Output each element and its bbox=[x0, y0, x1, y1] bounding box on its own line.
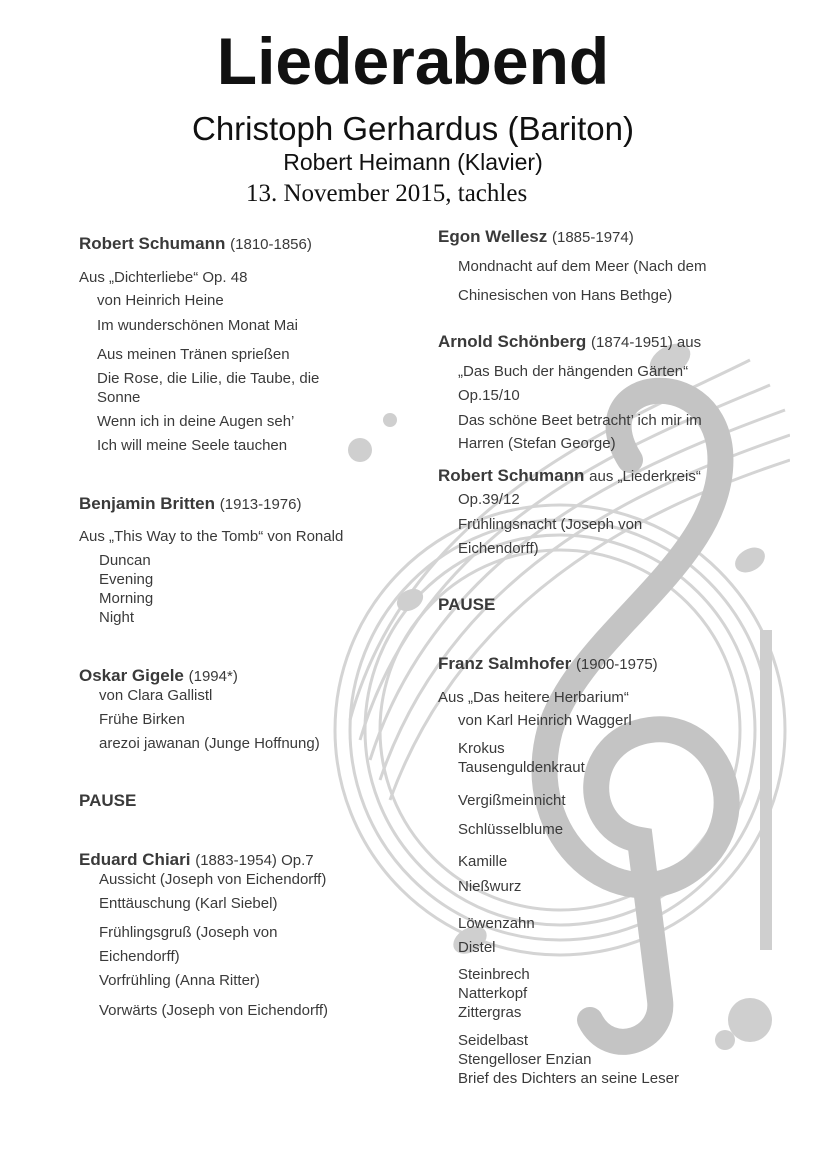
song-line: Aus meinen Tränen sprießen bbox=[97, 346, 290, 363]
song-line: Brief des Dichters an seine Leser bbox=[458, 1070, 679, 1087]
song-line: Op.15/10 bbox=[458, 387, 520, 404]
composer-wellesz bbox=[438, 227, 634, 247]
song-line: Frühlingsgruß (Joseph von bbox=[99, 924, 278, 941]
song-line: Ich will meine Seele tauchen bbox=[97, 437, 288, 454]
composer-name: Oskar Gigele bbox=[79, 666, 184, 685]
song-line: Seidelbast bbox=[458, 1032, 529, 1049]
song-line: Duncan bbox=[99, 552, 151, 569]
composer-dates: (1810-1856) bbox=[230, 236, 312, 253]
song-line: Zittergras bbox=[458, 1004, 522, 1021]
song-line: Sonne bbox=[97, 389, 141, 406]
song-line: Chinesischen von Hans Bethge) bbox=[458, 287, 673, 304]
composer-dates: (1885-1974) bbox=[552, 229, 634, 246]
song-line: Krokus bbox=[458, 740, 505, 757]
song-line: Night bbox=[99, 609, 135, 626]
cycle-intro: Aus „This Way to the Tomb“ von Ronald bbox=[79, 528, 344, 545]
composer-name: Robert Schumann bbox=[79, 234, 226, 253]
song-line: Vergißmeinnicht bbox=[458, 792, 566, 809]
song-line: Frühlingsnacht (Joseph von bbox=[458, 516, 643, 533]
composer-dates: (1900-1975) bbox=[575, 656, 658, 673]
song-line: Harren (Stefan George) bbox=[458, 435, 616, 452]
song-line: Löwenzahn bbox=[458, 915, 535, 932]
cycle-intro: Aus „Das heitere Herbarium“ bbox=[438, 689, 629, 706]
composer-britten bbox=[79, 494, 302, 514]
pause-label: PAUSE bbox=[79, 791, 137, 810]
composer-name: Robert Schumann bbox=[438, 466, 585, 485]
song-line: Tausenguldenkraut bbox=[458, 759, 585, 776]
song-line: Steinbrech bbox=[458, 966, 530, 983]
performer-piano: Robert Heimann (Klavier) bbox=[283, 149, 543, 175]
song-line: arezoi jawanan (Junge Hoffnung) bbox=[99, 735, 320, 752]
composer-dates: (1913-1976) bbox=[219, 496, 302, 513]
date-venue: 13. November 2015, tachles bbox=[246, 180, 528, 207]
composer-schoenberg bbox=[438, 332, 701, 352]
performer-baritone: Christoph Gerhardus (Bariton) bbox=[191, 110, 635, 147]
composer-schumann-2 bbox=[438, 466, 701, 486]
composer-name: Franz Salmhofer bbox=[438, 654, 572, 673]
song-line: Mondnacht auf dem Meer (Nach dem bbox=[458, 258, 707, 275]
composer-chiari bbox=[79, 850, 314, 870]
composer-dates: (1994*) bbox=[188, 668, 238, 685]
composer-dates: (1883-1954) Op.7 bbox=[195, 852, 314, 869]
composer-name: Eduard Chiari bbox=[79, 850, 191, 869]
song-line: Enttäuschung (Karl Siebel) bbox=[99, 895, 278, 912]
composer-dates: (1874-1951) aus bbox=[591, 334, 702, 351]
song-line: Wenn ich in deine Augen seh’ bbox=[97, 413, 295, 430]
song-line: Kamille bbox=[458, 853, 508, 870]
song-line: Vorfrühling (Anna Ritter) bbox=[99, 972, 260, 989]
song-line: von Clara Gallistl bbox=[99, 687, 213, 704]
song-line: von Karl Heinrich Waggerl bbox=[458, 712, 632, 729]
composer-gigele bbox=[79, 666, 238, 686]
pause-label: PAUSE bbox=[438, 595, 496, 614]
composer-dates: aus „Liederkreis“ bbox=[589, 468, 701, 485]
composer-name: Benjamin Britten bbox=[79, 494, 216, 513]
composer-schumann bbox=[79, 234, 312, 254]
page-title: Liederabend bbox=[216, 24, 610, 98]
song-line: „Das Buch der hängenden Gärten“ bbox=[458, 363, 689, 380]
song-line: Eichendorff) bbox=[99, 948, 180, 965]
song-line: Im wunderschönen Monat Mai bbox=[97, 317, 298, 334]
song-line: Nießwurz bbox=[458, 878, 522, 895]
song-line: Stengelloser Enzian bbox=[458, 1051, 592, 1068]
song-line: Natterkopf bbox=[458, 985, 528, 1002]
song-line: Evening bbox=[99, 571, 154, 588]
song-line: von Heinrich Heine bbox=[97, 292, 224, 309]
composer-salmhofer bbox=[438, 654, 658, 674]
song-line: Op.39/12 bbox=[458, 491, 520, 508]
song-line: Morning bbox=[99, 590, 154, 607]
composer-name: Egon Wellesz bbox=[438, 227, 548, 246]
song-line: Das schöne Beet betracht’ ich mir im bbox=[458, 412, 702, 429]
song-line: Eichendorff) bbox=[458, 540, 539, 557]
song-line: Distel bbox=[458, 939, 496, 956]
composer-name: Arnold Schönberg bbox=[438, 332, 587, 351]
song-line: Schlüsselblume bbox=[458, 821, 564, 838]
song-line: Aussicht (Joseph von Eichendorff) bbox=[99, 871, 327, 888]
song-line: Die Rose, die Lilie, die Taube, die bbox=[97, 370, 320, 387]
song-line: Frühe Birken bbox=[99, 711, 185, 728]
song-line: Vorwärts (Joseph von Eichendorff) bbox=[99, 1002, 329, 1019]
cycle-intro: Aus „Dichterliebe“ Op. 48 bbox=[79, 269, 248, 286]
